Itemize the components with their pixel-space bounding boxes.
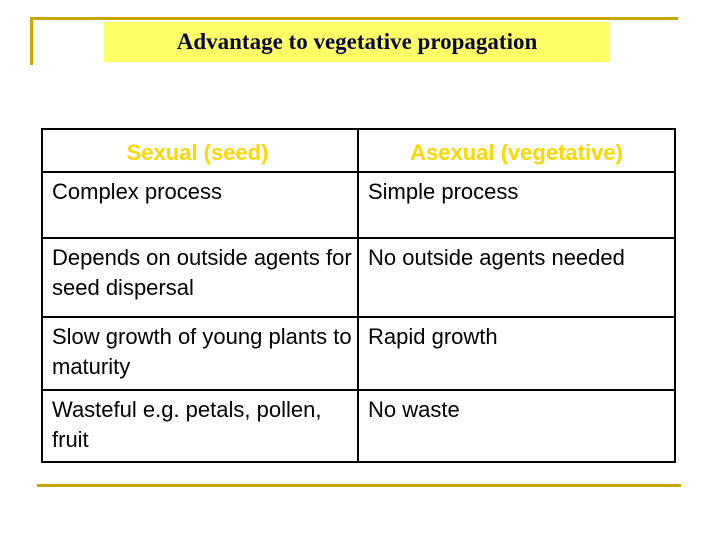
table-row bbox=[42, 238, 675, 317]
table-cell bbox=[42, 172, 358, 238]
cell-text: No outside agents needed bbox=[368, 245, 625, 270]
frame-bottom-line bbox=[37, 484, 681, 487]
header-asexual: Asexual (vegetative) bbox=[358, 129, 675, 172]
frame-top-line bbox=[30, 17, 678, 20]
frame-left-line bbox=[30, 17, 33, 65]
table-row bbox=[42, 317, 675, 390]
cell-text: No waste bbox=[368, 397, 460, 422]
cell-text: Complex process bbox=[52, 179, 222, 204]
table-row bbox=[42, 172, 675, 238]
table-cell bbox=[42, 317, 358, 390]
comparison-table bbox=[41, 128, 676, 463]
table-cell bbox=[42, 390, 358, 462]
cell-text: Wasteful e.g. petals, pollen, fruit bbox=[52, 397, 322, 452]
table-cell bbox=[42, 238, 358, 317]
cell-text: Rapid growth bbox=[368, 324, 498, 349]
page-title: Advantage to vegetative propagation bbox=[176, 29, 538, 54]
table-header-row bbox=[42, 129, 675, 172]
title-banner bbox=[104, 22, 610, 62]
cell-text: Simple process bbox=[368, 179, 519, 204]
cell-text: Slow growth of young plants to maturity bbox=[52, 324, 352, 379]
table-cell bbox=[358, 172, 675, 238]
table-cell bbox=[358, 317, 675, 390]
table-cell bbox=[358, 390, 675, 462]
cell-text: Depends on outside agents for seed dispersal bbox=[52, 245, 352, 300]
table-row bbox=[42, 390, 675, 462]
table-cell bbox=[358, 238, 675, 317]
header-sexual: Sexual (seed) bbox=[42, 129, 358, 172]
